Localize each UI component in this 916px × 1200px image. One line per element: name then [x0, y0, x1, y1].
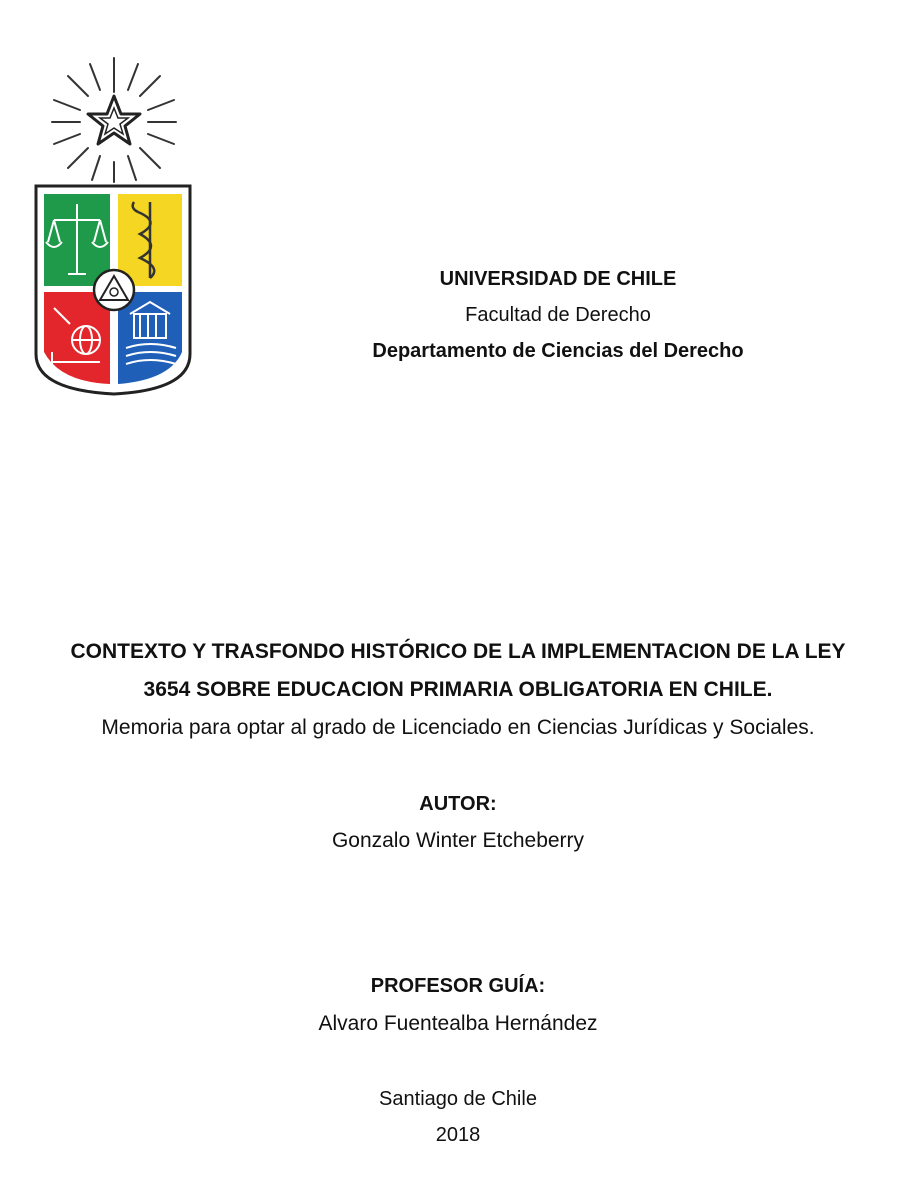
- star-icon: [88, 96, 140, 144]
- shield-icon: [36, 186, 190, 394]
- thesis-subtitle: Memoria para optar al grado de Licenciado en Ciencias Jurídicas y Sociales.: [101, 716, 815, 739]
- author-name: Gonzalo Winter Etcheberry: [331, 829, 585, 852]
- advisor-name: Alvaro Fuentealba Hernández: [318, 1012, 598, 1035]
- university-crest: [30, 52, 198, 400]
- year: 2018: [435, 1124, 481, 1146]
- department-name: Departamento de Ciencias del Derecho: [372, 340, 744, 362]
- thesis-title-line-2: 3654 SOBRE EDUCACION PRIMARIA OBLIGATORIA EN CHILE.: [143, 678, 773, 701]
- faculty-name: Facultad de Derecho: [465, 304, 651, 326]
- author-label: AUTOR:: [419, 793, 497, 815]
- university-name: UNIVERSIDAD DE CHILE: [439, 268, 677, 290]
- thesis-title-line-1: CONTEXTO Y TRASFONDO HISTÓRICO DE LA IMPLEMENTACION DE LA LEY: [70, 640, 846, 663]
- advisor-label: PROFESOR GUÍA:: [370, 975, 546, 997]
- place: Santiago de Chile: [379, 1088, 537, 1110]
